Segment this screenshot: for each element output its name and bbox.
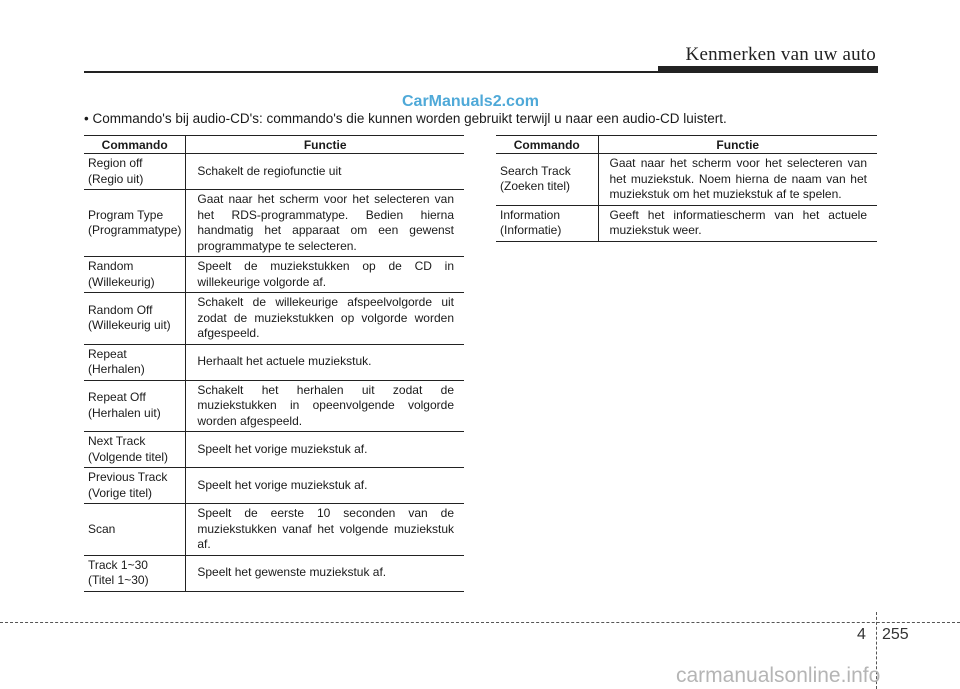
command-cell: Repeat (Herhalen)	[84, 344, 186, 380]
commands-table-right	[496, 135, 877, 242]
footer-rule	[0, 622, 960, 623]
command-cell: Random (Willekeurig)	[84, 257, 186, 293]
watermark-bottom: carmanualsonline.info	[676, 664, 881, 687]
function-cell: Speelt de eerste 10 seconden van de muziekstukken vanaf het volgende muziekstuk af.	[186, 504, 464, 556]
column-header-function: Functie	[598, 136, 877, 154]
function-cell: Speelt het vorige muziekstuk af.	[186, 468, 464, 504]
table-row	[496, 205, 877, 241]
command-cell: Next Track (Volgende titel)	[84, 432, 186, 468]
table-row	[84, 257, 464, 293]
header-rule	[84, 71, 658, 73]
table-row	[84, 380, 464, 432]
table-row	[496, 154, 877, 206]
column-header-command: Commando	[84, 136, 186, 154]
table-row	[84, 555, 464, 591]
table-row	[84, 154, 464, 190]
command-cell: Search Track (Zoeken titel)	[496, 154, 598, 206]
command-cell: Scan	[84, 504, 186, 556]
function-cell: Herhaalt het actuele muziekstuk.	[186, 344, 464, 380]
intro-text: • Commando's bij audio-CD's: commando's die kunnen worden gebruikt terwijl u naar een audio-CD luistert.	[84, 111, 727, 126]
function-cell: Speelt het gewenste muziekstuk af.	[186, 555, 464, 591]
function-cell: Speelt het vorige muziekstuk af.	[186, 432, 464, 468]
table-row	[84, 293, 464, 345]
command-cell: Repeat Off (Herhalen uit)	[84, 380, 186, 432]
command-cell: Region off (Regio uit)	[84, 154, 186, 190]
header-rule-accent	[658, 66, 878, 73]
command-cell: Previous Track (Vorige titel)	[84, 468, 186, 504]
function-cell: Geeft het informatiescherm van het actuele muziekstuk weer.	[598, 205, 877, 241]
command-cell: Program Type (Programmatype)	[84, 190, 186, 257]
function-cell: Gaat naar het scherm voor het selecteren van het RDS-programmatype. Bedien hierna handmatig het apparaat om een gewenst programmatype te selecteren.	[186, 190, 464, 257]
function-cell: Gaat naar het scherm voor het selecteren van het muziekstuk. Noem hierna de naam van het muziekstuk om het muziekstuk af te spelen.	[598, 154, 877, 206]
table-header-row	[84, 136, 464, 154]
command-cell: Random Off (Willekeurig uit)	[84, 293, 186, 345]
table-row	[84, 344, 464, 380]
function-cell: Schakelt de regiofunctie uit	[186, 154, 464, 190]
page-number: 255	[882, 626, 909, 643]
table-row	[84, 432, 464, 468]
function-cell: Schakelt de willekeurige afspeelvolgorde uit zodat de muziekstukken op volgorde worden afgespeeld.	[186, 293, 464, 345]
commands-table-left	[84, 135, 464, 592]
column-header-command: Commando	[496, 136, 598, 154]
table-header-row	[496, 136, 877, 154]
column-header-function: Functie	[186, 136, 464, 154]
table-row	[84, 504, 464, 556]
chapter-number: 4	[857, 626, 866, 643]
function-cell: Schakelt het herhalen uit zodat de muziekstukken in opeenvolgende volgorde worden afgespeeld.	[186, 380, 464, 432]
watermark-top: CarManuals2.com	[402, 93, 539, 110]
function-cell: Speelt de muziekstukken op de CD in willekeurige volgorde af.	[186, 257, 464, 293]
command-cell: Track 1~30 (Titel 1~30)	[84, 555, 186, 591]
table-row	[84, 190, 464, 257]
table-row	[84, 468, 464, 504]
command-cell: Information (Informatie)	[496, 205, 598, 241]
page-header-title: Kenmerken van uw auto	[685, 44, 876, 65]
